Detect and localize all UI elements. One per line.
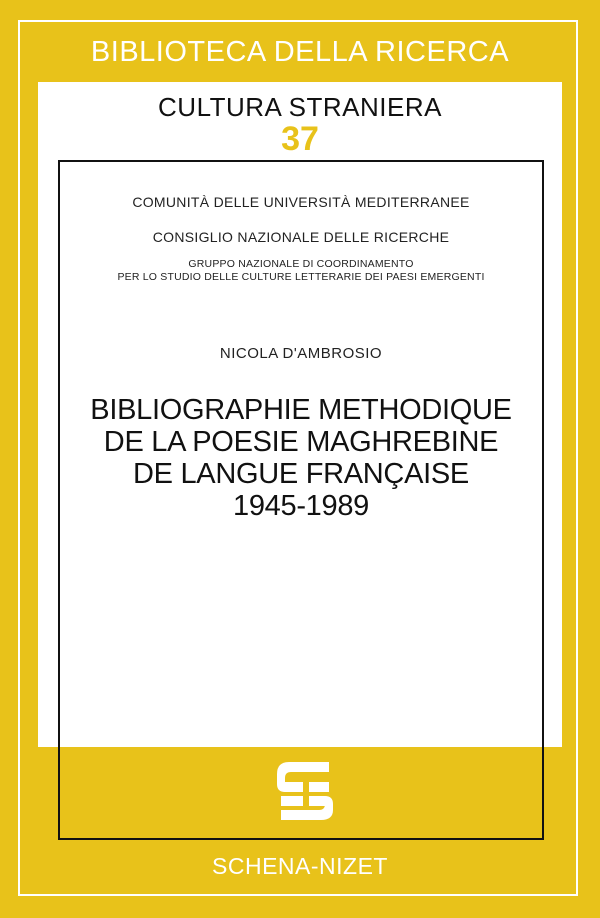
publisher-logo-icon — [277, 758, 333, 822]
series-title: BIBLIOTECA DELLA RICERCA — [90, 36, 510, 68]
institution-line: COMUNITÀ DELLE UNIVERSITÀ MEDITERRANEE — [132, 194, 470, 210]
institution-line: GRUPPO NAZIONALE DI COORDINAMENTO — [188, 258, 414, 270]
institution-line: PER LO STUDIO DELLE CULTURE LETTERARIE DEI PAESI EMERGENTI — [117, 271, 485, 283]
book-title-line: DE LA POESIE MAGHREBINE — [103, 426, 499, 458]
institution-line: CONSIGLIO NAZIONALE DELLE RICERCHE — [152, 229, 450, 245]
book-title-line: DE LANGUE FRANÇAISE — [133, 458, 469, 490]
book-title-years: 1945-1989 — [233, 490, 369, 522]
volume-number: 37 — [281, 120, 319, 158]
publisher-name: SCHENA-NIZET — [212, 853, 388, 879]
author-name: NICOLA D'AMBROSIO — [219, 345, 383, 362]
sub-series-title: CULTURA STRANIERA — [158, 92, 442, 122]
book-title-line: BIBLIOGRAPHIE METHODIQUE — [90, 394, 512, 426]
